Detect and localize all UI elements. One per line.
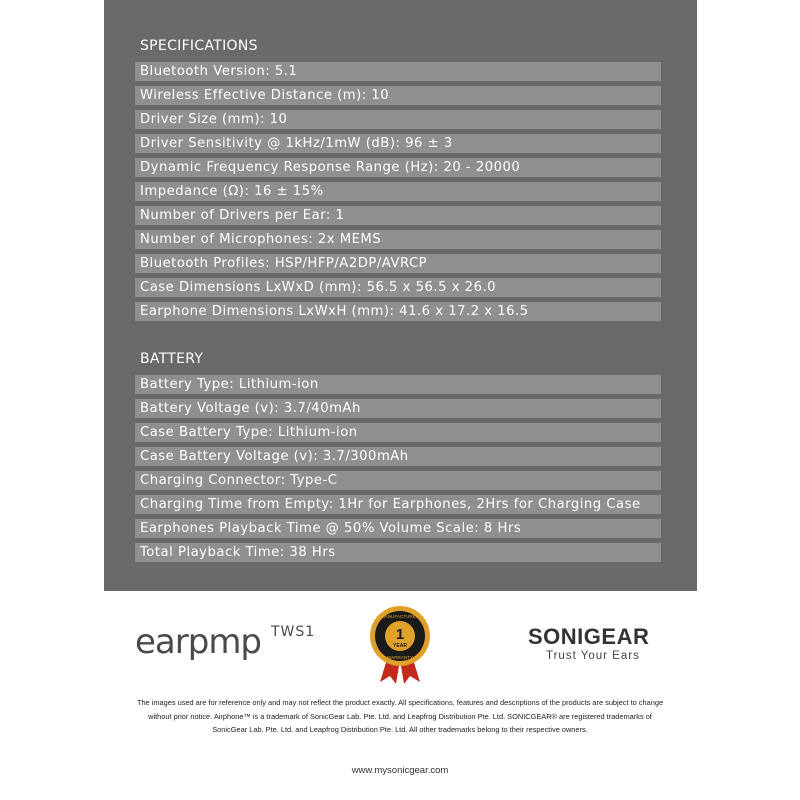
warranty-top-text: MANUFACTURER (380, 614, 420, 619)
battery-row: Charging Time from Empty: 1Hr for Earphones, 2Hrs for Charging Case (135, 495, 661, 514)
specifications-heading: SPECIFICATIONS (140, 38, 258, 54)
logo-strip (0, 600, 800, 690)
website-link[interactable]: www.mysonicgear.com (351, 765, 449, 776)
battery-list (135, 375, 661, 567)
product-model: TWS1 (271, 624, 316, 640)
warranty-number: 1 (395, 626, 405, 643)
sonicgear-logo: SONIGEAR (528, 624, 650, 649)
battery-row: Battery Type: Lithium-ion (135, 375, 661, 394)
spec-row: Wireless Effective Distance (m): 10 (135, 86, 661, 105)
spec-row: Driver Sensitivity @ 1kHz/1mW (dB): 96 ± 3 (135, 134, 661, 153)
spec-row: Driver Size (mm): 10 (135, 110, 661, 129)
product-logo-text: earpmp (135, 622, 262, 662)
battery-row: Battery Voltage (v): 3.7/40mAh (135, 399, 661, 418)
battery-row: Total Playback Time: 38 Hrs (135, 543, 661, 562)
spec-row: Number of Drivers per Ear: 1 (135, 206, 661, 225)
disclaimer-text: The images used are for reference only and may not reflect the product exactly. All specifications, features and descriptions of the products are subject to change without prior notice. Airphone™ is a trademark of SonicGear Lab. Pte. Ltd. and Leapfrog Distribution Pte. Ltd. SONICGEAR® are registered trademarks of SonicGear Lab. Pte. Ltd. and Leapfrog Distribution Pte. Ltd. All other trademarks belong to their respective owners. (136, 698, 664, 734)
spec-row: Bluetooth Profiles: HSP/HFP/A2DP/AVRCP (135, 254, 661, 273)
battery-row: Charging Connector: Type-C (135, 471, 661, 490)
spec-row: Case Dimensions LxWxD (mm): 56.5 x 56.5 x 26.0 (135, 278, 661, 297)
warranty-bottom-text: WARRANTY (386, 655, 414, 660)
battery-row: Case Battery Type: Lithium-ion (135, 423, 661, 442)
warranty-badge-icon (366, 604, 434, 684)
spec-row: Impedance (Ω): 16 ± 15% (135, 182, 661, 201)
spec-row: Bluetooth Version: 5.1 (135, 62, 661, 81)
spec-row: Earphone Dimensions LxWxH (mm): 41.6 x 17.2 x 16.5 (135, 302, 661, 321)
battery-row: Earphones Playback Time @ 50% Volume Scale: 8 Hrs (135, 519, 661, 538)
warranty-year: YEAR (393, 643, 407, 649)
spec-row: Dynamic Frequency Response Range (Hz): 20 - 20000 (135, 158, 661, 177)
specifications-list (135, 62, 661, 326)
brand-tagline: Trust Your Ears (546, 650, 640, 662)
earpump-logo (135, 622, 316, 662)
spec-row: Number of Microphones: 2x MEMS (135, 230, 661, 249)
battery-row: Case Battery Voltage (v): 3.7/300mAh (135, 447, 661, 466)
battery-heading: BATTERY (140, 351, 204, 367)
